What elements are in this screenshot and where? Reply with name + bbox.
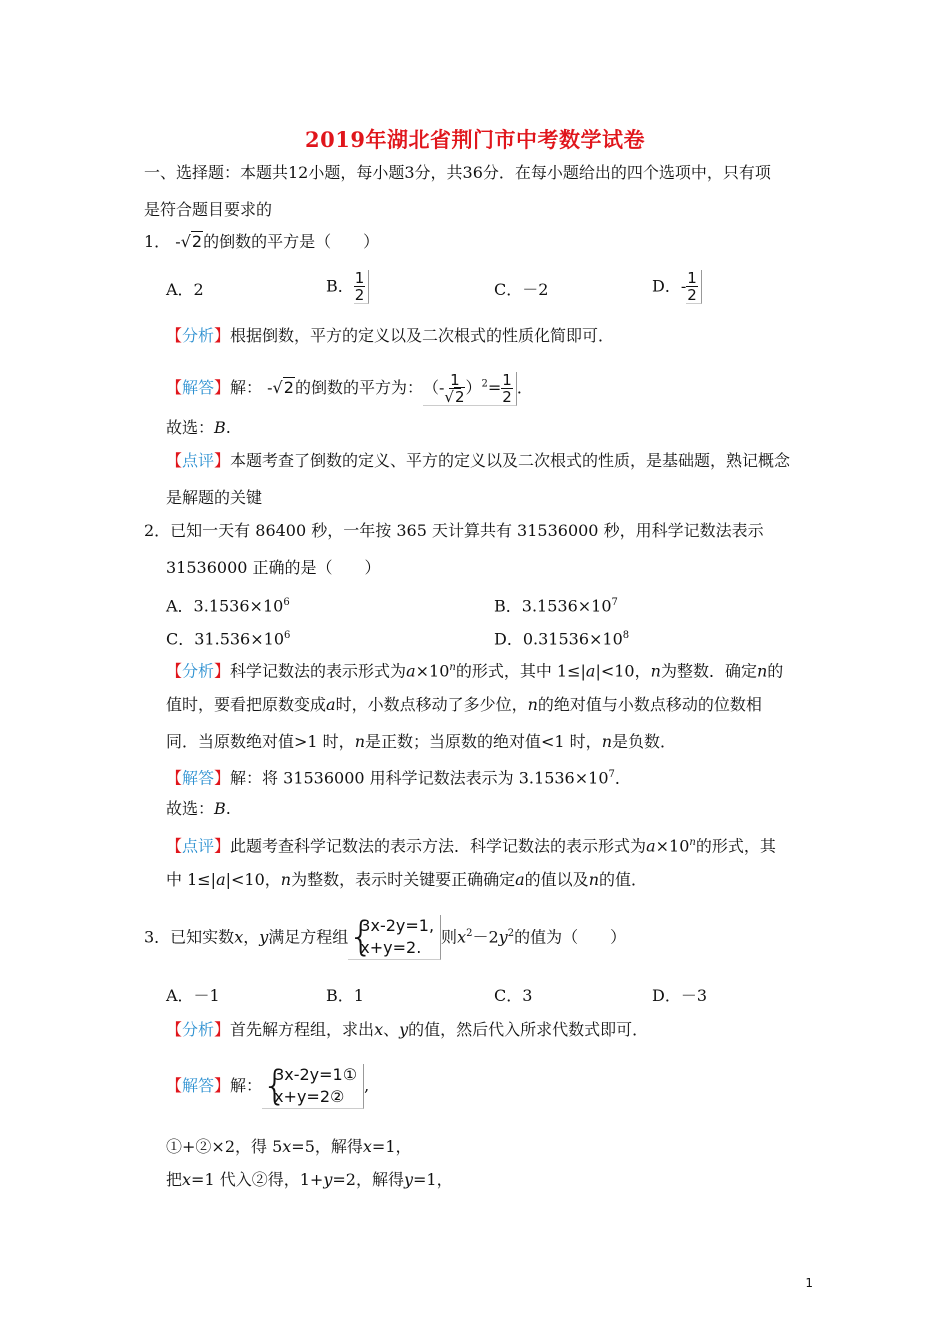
analysis-tag: 【分析】 bbox=[166, 1020, 231, 1039]
q1-option-c: C．－2 bbox=[494, 280, 549, 299]
answer-tag: 【解答】 bbox=[166, 768, 231, 788]
page-title: 2019年湖北省荆门市中考数学试卷 bbox=[305, 127, 645, 152]
q2-option-d: D．$0.31536\times 10^8$ bbox=[494, 629, 630, 649]
q1-analysis: 【分析】根据倒数，平方的定义以及二次根式的性质化简即可． bbox=[166, 326, 615, 345]
section-heading: 一、选择题：本题共12小题，每小题3分，共36分．在每小题给出的四个选项中，只有项 bbox=[144, 163, 771, 182]
equation-system: { 3x-2y=1, x+y=2. bbox=[348, 915, 441, 960]
q3-option-b: B．1 bbox=[326, 986, 364, 1005]
q3-option-d: D．－3 bbox=[652, 986, 708, 1005]
q3-step1: ①+②×2，得 5x=5，解得x=1， bbox=[166, 1137, 412, 1156]
q1-answer: 【解答】解： -√2的倒数的平方为：（- $\frac{1}{√2}$ ）$^2$= $\frac{1}{2}$ ． bbox=[166, 371, 533, 406]
q2-stem-cont: 31536000 正确的是（ ） bbox=[166, 558, 381, 577]
q2-choice: 故选：B. bbox=[166, 799, 231, 818]
q3-option-c: C．3 bbox=[494, 986, 533, 1005]
q2-comment-cont: 中 1≤|a|<10，n为整数，表示时关键要正确确定a的值以及n的值． bbox=[166, 870, 648, 889]
analysis-tag: 【分析】 bbox=[166, 326, 231, 345]
answer-expression: （- $\frac{1}{√2}$ ）$^2$= $\frac{1}{2}$ bbox=[423, 372, 517, 406]
comment-tag: 【点评】 bbox=[166, 451, 231, 470]
q2-analysis-line3: 同．当原数绝对值>1 时，n是正数；当原数的绝对值<1 时，n是负数． bbox=[166, 732, 677, 751]
q1-option-d: D．- $\frac{1}{2}$ bbox=[652, 270, 702, 304]
analysis-tag: 【分析】 bbox=[166, 661, 231, 681]
page-number: 1 bbox=[805, 1276, 813, 1290]
q2-answer: 【解答】解：将 31536000 用科学记数法表示为 $3.1536\times 10^7$． bbox=[166, 768, 631, 788]
answer-tag: 【解答】 bbox=[166, 1076, 231, 1095]
q1-stem: 1． -√2的倒数的平方是（ ） bbox=[144, 232, 380, 251]
section-heading-cont: 是符合题目要求的 bbox=[144, 200, 273, 219]
solution-system: { 3x-2y=1① x+y=2② bbox=[262, 1064, 364, 1109]
q2-analysis: 【分析】科学记数法的表示形式为$a\times 10^n$的形式，其中 1≤|a|<10，n为整数．确定n的 bbox=[166, 661, 784, 681]
q2-option-c: C．$31.536\times 10^6$ bbox=[166, 629, 291, 649]
q1-comment: 【点评】本题考查了倒数的定义、平方的定义以及二次根式的性质，是基础题，熟记概念 bbox=[166, 451, 791, 470]
q2-option-b: B．$3.1536\times 10^7$ bbox=[494, 596, 618, 616]
q1-option-a: A．2 bbox=[166, 280, 204, 299]
q1-comment-cont: 是解题的关键 bbox=[166, 488, 263, 507]
brace-icon: { bbox=[262, 1063, 288, 1109]
q3-analysis: 【分析】首先解方程组，求出x、y的值，然后代入所求代数式即可． bbox=[166, 1020, 649, 1039]
comment-tag: 【点评】 bbox=[166, 836, 231, 856]
q3-answer: 【解答】解： { 3x-2y=1① x+y=2② , bbox=[166, 1063, 370, 1109]
answer-tag: 【解答】 bbox=[166, 378, 231, 397]
brace-icon: { bbox=[348, 914, 374, 961]
sqrt-expression: √2 bbox=[180, 232, 203, 251]
q3-option-a: A．－1 bbox=[166, 986, 220, 1005]
fraction: $\frac{1}{2}$ bbox=[354, 270, 370, 304]
q3-step2: 把x=1 代入②得，1+y=2，解得y=1， bbox=[166, 1170, 453, 1189]
q2-stem: 2．已知一天有 86400 秒，一年按 365 天计算共有 31536000 秒，用科学记数法表示 bbox=[144, 521, 764, 540]
q1-option-b: B． $\frac{1}{2}$ bbox=[326, 270, 369, 304]
q3-stem: 3．已知实数x，y满足方程组 { 3x-2y=1, x+y=2. 则$x^2-2y^2$的值为（ ） bbox=[144, 914, 627, 961]
q2-option-a: A．$3.1536\times 10^6$ bbox=[166, 596, 290, 616]
q1-choice: 故选：B. bbox=[166, 418, 231, 437]
q2-comment: 【点评】此题考查科学记数法的表示方法．科学记数法的表示形式为$a\times 10^n$的形式，其 bbox=[166, 836, 776, 856]
q2-analysis-line2: 值时，要看把原数变成a时，小数点移动了多少位，n的绝对值与小数点移动的位数相 bbox=[166, 695, 762, 714]
fraction: $\frac{1}{2}$ bbox=[686, 270, 702, 304]
